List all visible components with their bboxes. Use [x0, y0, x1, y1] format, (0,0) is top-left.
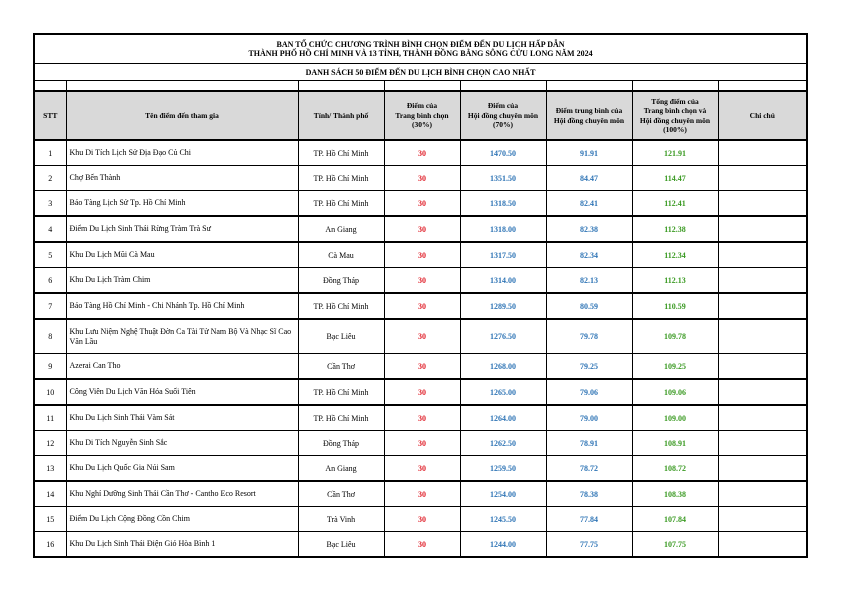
header-total-line-1: Tổng điểm của: [651, 96, 699, 106]
cell-note: [718, 379, 807, 405]
cell-council-score: 1245.50: [460, 507, 546, 532]
cell-council-score: 1314.00: [460, 268, 546, 294]
column-header-row: [34, 91, 807, 140]
cell-total-score: 114.47: [632, 166, 718, 191]
table-row: [34, 319, 807, 354]
ranking-rows: [34, 140, 807, 557]
cell-province: Bạc Liêu: [298, 319, 384, 354]
cell-vote-score: 30: [384, 481, 460, 507]
cell-council-score: 1265.00: [460, 379, 546, 405]
cell-average-score: 78.38: [546, 481, 632, 507]
cell-average-score: 82.38: [546, 216, 632, 242]
header-council-line-3: (70%): [493, 120, 513, 130]
spacer-cell: [718, 81, 807, 92]
table-row: [34, 532, 807, 558]
cell-name: Khu Lưu Niệm Nghệ Thuật Đờn Ca Tài Tử Nam Bộ Và Nhạc Sĩ Cao Văn Lầu: [66, 319, 298, 354]
cell-total-score: 110.59: [632, 293, 718, 319]
cell-average-score: 84.47: [546, 166, 632, 191]
cell-stt: 14: [34, 481, 66, 507]
cell-vote-score: 30: [384, 166, 460, 191]
cell-name: Bảo Tàng Hồ Chí Minh - Chi Nhánh Tp. Hồ Chí Minh: [66, 293, 298, 319]
cell-province: Trà Vinh: [298, 507, 384, 532]
cell-average-score: 77.75: [546, 532, 632, 558]
cell-stt: 10: [34, 379, 66, 405]
cell-average-score: 79.00: [546, 405, 632, 431]
cell-average-score: 77.84: [546, 507, 632, 532]
cell-average-score: 82.13: [546, 268, 632, 294]
cell-total-score: 109.25: [632, 354, 718, 380]
cell-vote-score: 30: [384, 319, 460, 354]
cell-stt: 5: [34, 242, 66, 268]
cell-total-score: 108.72: [632, 456, 718, 482]
cell-stt: 12: [34, 431, 66, 456]
table-row: [34, 191, 807, 217]
cell-name: Điểm Du Lịch Sinh Thái Rừng Tràm Trà Sư: [66, 216, 298, 242]
cell-total-score: 121.91: [632, 140, 718, 166]
cell-stt: 11: [34, 405, 66, 431]
organizer-title-row: [34, 34, 807, 64]
table-row: [34, 431, 807, 456]
cell-total-score: 109.00: [632, 405, 718, 431]
table-row: [34, 379, 807, 405]
cell-vote-score: 30: [384, 354, 460, 380]
cell-province: An Giang: [298, 216, 384, 242]
cell-note: [718, 532, 807, 558]
table-row: [34, 242, 807, 268]
table-row: [34, 481, 807, 507]
cell-stt: 6: [34, 268, 66, 294]
cell-vote-score: 30: [384, 431, 460, 456]
cell-total-score: 112.38: [632, 216, 718, 242]
cell-vote-score: 30: [384, 293, 460, 319]
cell-average-score: 91.91: [546, 140, 632, 166]
spacer-row: [34, 81, 807, 92]
cell-average-score: 78.91: [546, 431, 632, 456]
table-row: [34, 456, 807, 482]
list-title-row: [34, 64, 807, 81]
cell-council-score: 1244.00: [460, 532, 546, 558]
cell-vote-score: 30: [384, 268, 460, 294]
spacer-cell: [384, 81, 460, 92]
spacer-cell: [460, 81, 546, 92]
cell-stt: 8: [34, 319, 66, 354]
cell-name: Khu Di Tích Lịch Sử Địa Đạo Củ Chi: [66, 140, 298, 166]
cell-council-score: 1259.50: [460, 456, 546, 482]
cell-vote-score: 30: [384, 507, 460, 532]
spacer-cell: [546, 81, 632, 92]
cell-total-score: 109.78: [632, 319, 718, 354]
cell-note: [718, 481, 807, 507]
table-row: [34, 166, 807, 191]
list-title: DANH SÁCH 50 ĐIỂM ĐẾN DU LỊCH BÌNH CHỌN CAO NHẤT: [34, 64, 807, 81]
title-line-2: THÀNH PHỐ HỒ CHÍ MINH VÀ 13 TỈNH, THÀNH ĐỒNG BẰNG SÔNG CỬU LONG NĂM 2024: [248, 49, 593, 58]
ranking-sheet: [33, 33, 806, 558]
cell-council-score: 1318.50: [460, 191, 546, 217]
header-total-line-2: Trang bình chọn và: [643, 106, 707, 115]
cell-stt: 13: [34, 456, 66, 482]
cell-average-score: 79.25: [546, 354, 632, 380]
header-name: Tên điểm đến tham gia: [66, 91, 298, 140]
table-row: [34, 405, 807, 431]
table-row: [34, 354, 807, 380]
cell-province: An Giang: [298, 456, 384, 482]
spacer-cell: [66, 81, 298, 92]
cell-total-score: 108.91: [632, 431, 718, 456]
header-average-line-1: Điểm trung bình của: [555, 106, 623, 115]
header-vote-score: [384, 91, 460, 140]
organizer-title: [34, 34, 807, 64]
cell-province: Đồng Tháp: [298, 431, 384, 456]
ranking-table: [33, 33, 808, 558]
cell-name: Khu Di Tích Nguyễn Sinh Sắc: [66, 431, 298, 456]
cell-note: [718, 140, 807, 166]
cell-name: Khu Du Lịch Sinh Thái Vàm Sát: [66, 405, 298, 431]
header-council-score: [460, 91, 546, 140]
cell-stt: 16: [34, 532, 66, 558]
cell-province: TP. Hồ Chí Minh: [298, 140, 384, 166]
table-row: [34, 216, 807, 242]
cell-name: Khu Du Lịch Sinh Thái Điện Gió Hòa Bình 1: [66, 532, 298, 558]
title-line-1: BAN TỔ CHỨC CHƯƠNG TRÌNH BÌNH CHỌN ĐIỂM ĐẾN DU LỊCH HẤP DẪN: [276, 40, 565, 49]
cell-province: Đồng Tháp: [298, 268, 384, 294]
cell-average-score: 82.41: [546, 191, 632, 217]
header-total-line-4: (100%): [663, 125, 687, 134]
spacer-cell: [34, 81, 66, 92]
cell-note: [718, 293, 807, 319]
cell-vote-score: 30: [384, 379, 460, 405]
cell-note: [718, 191, 807, 217]
cell-total-score: 108.38: [632, 481, 718, 507]
table-row: [34, 507, 807, 532]
cell-vote-score: 30: [384, 405, 460, 431]
cell-note: [718, 242, 807, 268]
cell-council-score: 1268.00: [460, 354, 546, 380]
cell-average-score: 78.72: [546, 456, 632, 482]
cell-province: TP. Hồ Chí Minh: [298, 191, 384, 217]
header-note: Chi chú: [718, 91, 807, 140]
cell-council-score: 1351.50: [460, 166, 546, 191]
cell-total-score: 109.06: [632, 379, 718, 405]
cell-vote-score: 30: [384, 191, 460, 217]
cell-stt: 3: [34, 191, 66, 217]
cell-council-score: 1262.50: [460, 431, 546, 456]
cell-note: [718, 354, 807, 380]
cell-total-score: 107.75: [632, 532, 718, 558]
header-council-line-2: Hội đồng chuyên môn: [467, 110, 539, 120]
cell-province: Bạc Liêu: [298, 532, 384, 558]
cell-council-score: 1289.50: [460, 293, 546, 319]
cell-average-score: 79.06: [546, 379, 632, 405]
cell-total-score: 112.34: [632, 242, 718, 268]
cell-note: [718, 431, 807, 456]
header-vote-line-2: Trang bình chọn: [395, 110, 449, 120]
cell-name: Khu Du Lịch Mũi Cà Mau: [66, 242, 298, 268]
cell-name: Khu Nghỉ Dưỡng Sinh Thái Cần Thơ - Cantho Eco Resort: [66, 481, 298, 507]
cell-province: TP. Hồ Chí Minh: [298, 166, 384, 191]
header-stt: STT: [34, 91, 66, 140]
cell-name: Azerai Can Tho: [66, 354, 298, 380]
header-average-score: [546, 91, 632, 140]
cell-name: Công Viên Du Lịch Văn Hóa Suối Tiên: [66, 379, 298, 405]
cell-average-score: 79.78: [546, 319, 632, 354]
header-council-line-1: Điểm của: [487, 101, 519, 111]
cell-total-score: 107.84: [632, 507, 718, 532]
cell-vote-score: 30: [384, 532, 460, 558]
cell-note: [718, 405, 807, 431]
cell-council-score: 1276.50: [460, 319, 546, 354]
cell-name: Khu Du Lịch Quốc Gia Núi Sam: [66, 456, 298, 482]
cell-total-score: 112.41: [632, 191, 718, 217]
cell-note: [718, 456, 807, 482]
cell-note: [718, 268, 807, 294]
cell-stt: 7: [34, 293, 66, 319]
header-vote-line-3: (30%): [412, 120, 432, 130]
table-row: [34, 268, 807, 294]
cell-total-score: 112.13: [632, 268, 718, 294]
cell-vote-score: 30: [384, 242, 460, 268]
cell-province: TP. Hồ Chí Minh: [298, 379, 384, 405]
cell-council-score: 1318.00: [460, 216, 546, 242]
spacer-cell: [298, 81, 384, 92]
header-vote-line-1: Điểm của: [406, 101, 438, 111]
cell-province: Cà Mau: [298, 242, 384, 268]
cell-stt: 9: [34, 354, 66, 380]
cell-stt: 15: [34, 507, 66, 532]
cell-note: [718, 507, 807, 532]
cell-name: Bảo Tàng Lịch Sử Tp. Hồ Chí Minh: [66, 191, 298, 217]
cell-average-score: 82.34: [546, 242, 632, 268]
cell-name: Khu Du Lịch Tràm Chim: [66, 268, 298, 294]
spacer-cell: [632, 81, 718, 92]
cell-vote-score: 30: [384, 456, 460, 482]
cell-council-score: 1254.00: [460, 481, 546, 507]
cell-council-score: 1317.50: [460, 242, 546, 268]
cell-note: [718, 166, 807, 191]
cell-province: TP. Hồ Chí Minh: [298, 405, 384, 431]
header-total-line-3: Hội đồng chuyên môn: [639, 115, 711, 125]
header-province: Tỉnh/ Thành phố: [298, 91, 384, 140]
table-row: [34, 293, 807, 319]
cell-note: [718, 319, 807, 354]
cell-stt: 2: [34, 166, 66, 191]
cell-stt: 4: [34, 216, 66, 242]
header-total-score: [632, 91, 718, 140]
header-average-line-2: Hội đồng chuyên môn: [553, 115, 625, 125]
cell-stt: 1: [34, 140, 66, 166]
cell-name: Điểm Du Lịch Cộng Đồng Cồn Chim: [66, 507, 298, 532]
cell-council-score: 1470.50: [460, 140, 546, 166]
cell-vote-score: 30: [384, 216, 460, 242]
cell-council-score: 1264.00: [460, 405, 546, 431]
cell-province: Cần Thơ: [298, 354, 384, 380]
cell-average-score: 80.59: [546, 293, 632, 319]
cell-province: Cần Thơ: [298, 481, 384, 507]
table-row: [34, 140, 807, 166]
cell-name: Chợ Bến Thành: [66, 166, 298, 191]
cell-note: [718, 216, 807, 242]
cell-vote-score: 30: [384, 140, 460, 166]
cell-province: TP. Hồ Chí Minh: [298, 293, 384, 319]
